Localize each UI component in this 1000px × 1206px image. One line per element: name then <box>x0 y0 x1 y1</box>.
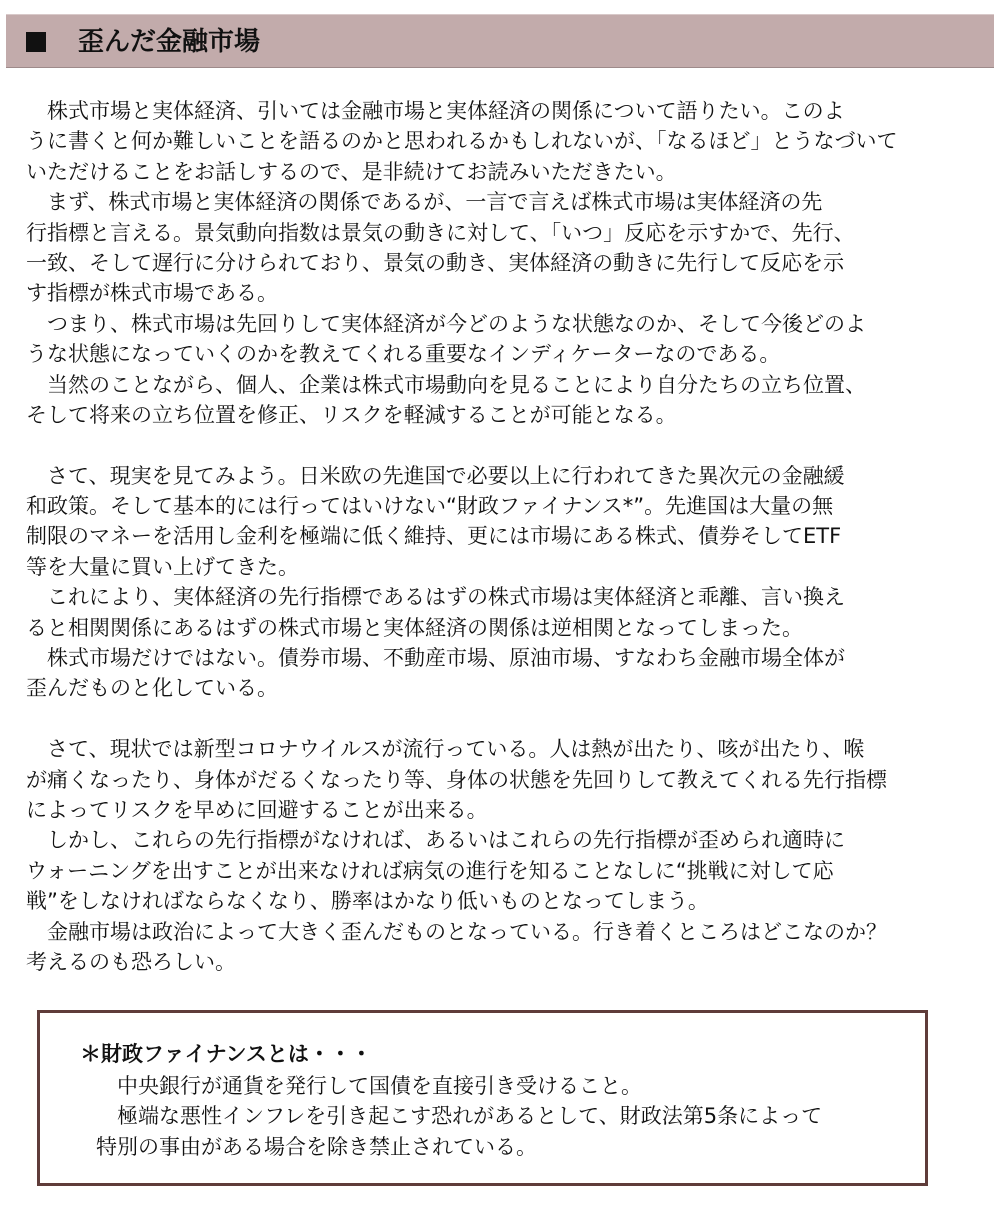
paragraph-line: ウォーニングを出すことが出来なければ病気の進行を知ることなしに“挑戦に対して応 <box>26 858 834 883</box>
page-title: 歪んだ金融市場 <box>78 27 261 57</box>
footnote-line: 極端な悪性インフレを引き起こす恐れがあるとして、財政法第5条によって <box>96 1104 823 1129</box>
paragraph-line: 等を大量に買い上げてきた。 <box>26 554 299 579</box>
paragraph-line: 行指標と言える。景気動向指数は景気の動きに対して、「いつ」反応を示すかで、先行、 <box>26 220 855 245</box>
paragraph-line: そして将来の立ち位置を修正、リスクを軽減することが可能となる。 <box>26 402 677 427</box>
paragraph-line: これにより、実体経済の先行指標であるはずの株式市場は実体経済と乖離、言い換え <box>26 585 845 610</box>
paragraph-line: まず、株式市場と実体経済の関係であるが、一言で言えば株式市場は実体経済の先 <box>26 190 823 215</box>
paragraph-line: 株式市場だけではない。債券市場、不動産市場、原油市場、すなわち金融市場全体が <box>26 646 845 671</box>
paragraph-gap <box>26 430 976 460</box>
square-bullet-icon <box>26 32 46 52</box>
paragraph-line: 考えるのも恐ろしい。 <box>26 949 236 974</box>
paragraph-line: によってリスクを早めに回避することが出来る。 <box>26 797 488 822</box>
footnote-body <box>96 1071 822 1162</box>
footnote-title: ＊財政ファイナンスとは・・・ <box>80 1042 372 1066</box>
article-body <box>26 96 976 977</box>
paragraph-line: さて、現状では新型コロナウイルスが流行っている。人は熱が出たり、咳が出たり、喉 <box>26 737 865 762</box>
paragraph-line: 歪んだものと化している。 <box>26 676 278 701</box>
paragraph-line: す指標が株式市場である。 <box>26 281 278 306</box>
paragraph-line: が痛くなったり、身体がだるくなったり等、身体の状態を先回りして教えてくれる先行指標 <box>26 767 887 792</box>
paragraph-line: つまり、株式市場は先回りして実体経済が今どのような状態なのか、そして今後どのよ <box>26 311 866 336</box>
paragraph-line: さて、現実を見てみよう。日米欧の先進国で必要以上に行われてきた異次元の金融緩 <box>26 463 845 488</box>
paragraph-line: ると相関関係にあるはずの株式市場と実体経済の関係は逆相関となってしまった。 <box>26 615 803 640</box>
paragraph-gap <box>26 704 976 734</box>
paragraph-line: 株式市場と実体経済、引いては金融市場と実体経済の関係について語りたい。このよ <box>26 99 845 123</box>
footnote-line: 特別の事由がある場合を除き禁止されている。 <box>96 1134 537 1159</box>
paragraph-line: 制限のマネーを活用し金利を極端に低く維持、更には市場にある株式、債券そしてETF <box>26 524 842 549</box>
footnote-line: 中央銀行が通貨を発行して国債を直接引き受けること。 <box>96 1074 642 1098</box>
paragraph-line: 一致、そして遅行に分けられており、景気の動き、実体経済の動きに先行して反応を示 <box>26 250 845 275</box>
paragraph-line: 戦”をしなければならなくなり、勝率はかなり低いものとなってしまう。 <box>26 889 709 914</box>
paragraph-line: しかし、これらの先行指標がなければ、あるいはこれらの先行指標が歪められ適時に <box>26 828 845 853</box>
footnote-box <box>37 1010 928 1186</box>
paragraph-line: 金融市場は政治によって大きく歪んだものとなっている。行き着くところはどこなのか？ <box>26 919 887 944</box>
paragraph-line: うに書くと何か難しいことを語るのかと思われるかもしれないが、「なるほど」とうなづいて <box>26 129 898 154</box>
paragraph-line: 当然のことながら、個人、企業は株式市場動向を見ることにより自分たちの立ち位置、 <box>26 372 866 397</box>
paragraph-line: いただけることをお話しするので、是非続けてお読みいただきたい。 <box>26 159 677 184</box>
title-bar <box>6 14 994 68</box>
paragraph-line: うな状態になっていくのかを教えてくれる重要なインディケーターなのである。 <box>26 342 781 367</box>
paragraph-line: 和政策。そして基本的には行ってはいけない“財政ファイナンス*”。先進国は大量の無 <box>26 494 834 519</box>
